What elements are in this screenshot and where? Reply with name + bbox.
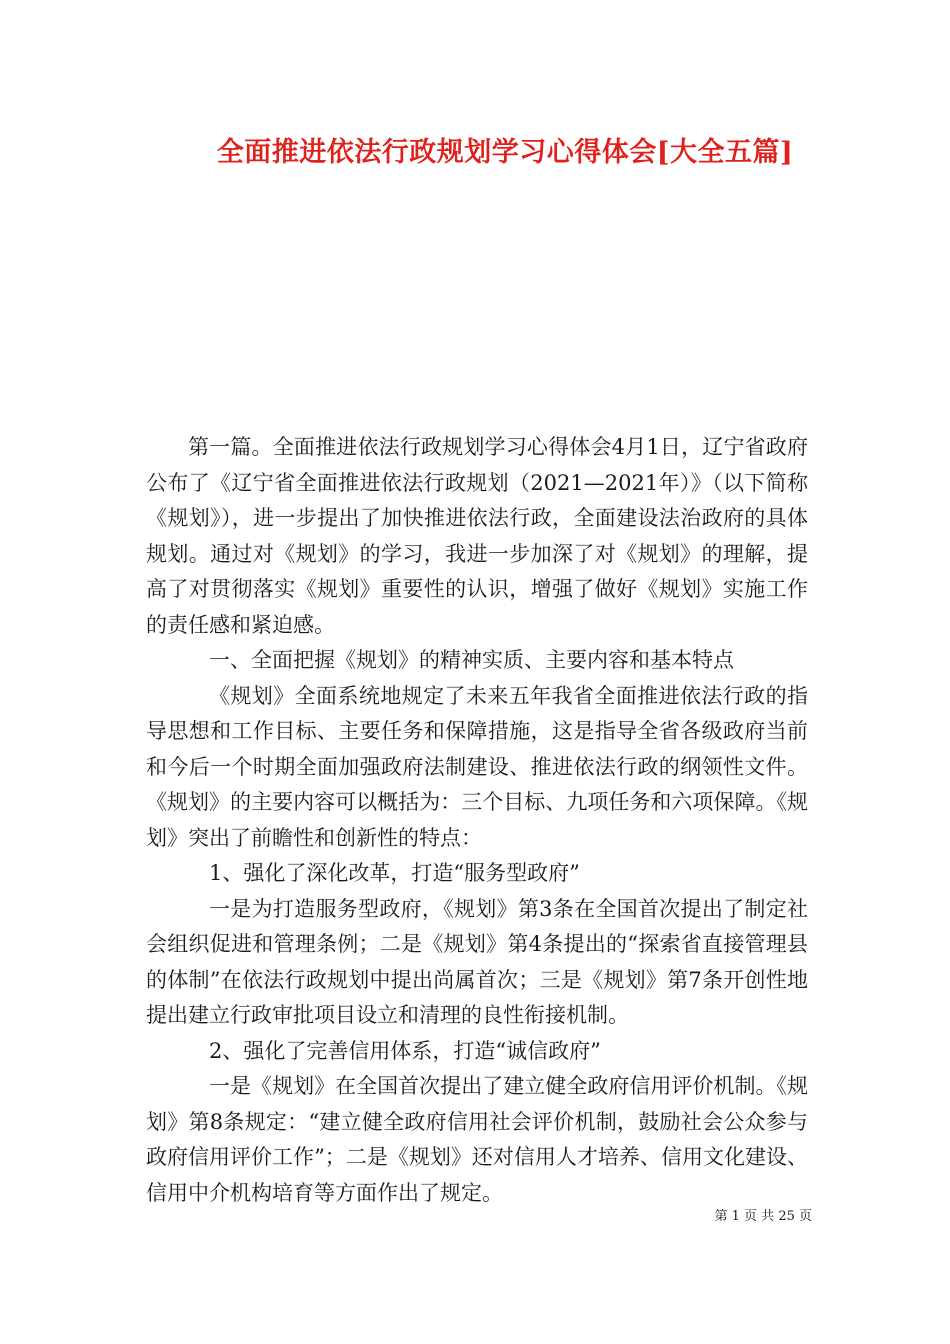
paragraph-credit-government: 一是《规划》在全国首次提出了建立健全政府信用评价机制。《规划》第8条规定：“建立健全政府信用社会评价机制，鼓励社会公众参与政府信用评价工作”；二是《规划》还对信用人才培养、信用文化建设、信用中介机构培育等方面作出了规定。 <box>146 1074 808 1205</box>
document-body <box>146 430 808 1211</box>
paragraph-intro: 第一篇。全面推进依法行政规划学习心得体会4月1日，辽宁省政府公布了《辽宁省全面推进依法行政规划（2021—2021年）》（以下简称《规划》），进一步提出了加快推进依法行政，全面建设法治政府的具体规划。通过对《规划》的学习，我进一步加深了对《规划》的理解，提高了对贯彻落实《规划》重要性的认识，增强了做好《规划》实施工作的责任感和紧迫感。 <box>146 435 808 637</box>
document-title: 全面推进依法行政规划学习心得体会[大全五篇] <box>216 137 794 168</box>
paragraph-plan-overview: 《规划》全面系统地规定了未来五年我省全面推进依法行政的指导思想和工作目标、主要任务和保障措施，这是指导全省各级政府当前和今后一个时期全面加强政府法制建设、推进依法行政的纲领性文件。《规划》的主要内容可以概括为：三个目标、九项任务和六项保障。《规划》突出了前瞻性和创新性的特点： <box>146 683 808 850</box>
subsection-heading-2: 2、强化了完善信用体系，打造“诚信政府” <box>209 1038 601 1063</box>
subsection-heading-1: 1、强化了深化改革，打造“服务型政府” <box>209 861 580 885</box>
page-number-footer: 第 1 页 共 25 页 <box>714 1209 812 1224</box>
section-heading-1: 一、全面把握《规划》的精神实质、主要内容和基本特点 <box>209 648 734 672</box>
paragraph-service-government: 一是为打造服务型政府，《规划》第3条在全国首次提出了制定社会组织促进和管理条例；二是《规划》第4条提出的“探索省直接管理县的体制”在依法行政规划中提出尚属首次；三是《规划》第7条开创性地提出建立行政审批项目设立和清理的良性衔接机制。 <box>146 896 808 1027</box>
